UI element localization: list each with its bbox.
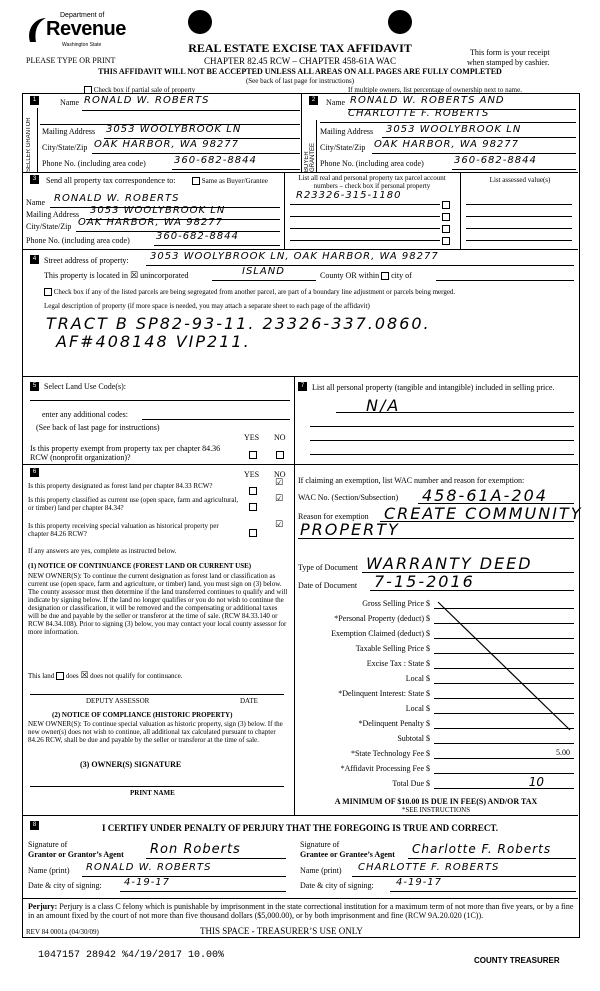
section-6-number: 6: [30, 468, 39, 477]
s2-name-label: Name: [326, 98, 346, 107]
s2-mailing-label: Mailing Address: [320, 127, 374, 136]
s8-sig-grantor-label-1: Signature of: [28, 840, 68, 849]
s1-phone-value[interactable]: 360-682-8844: [174, 155, 257, 166]
s5-exempt-no-checkbox[interactable]: [276, 451, 284, 459]
s8-sig-grantor-value[interactable]: Ron Roberts: [150, 842, 241, 857]
footer-stamp: 1047157 28942 %4/19/2017 10.00%: [38, 950, 225, 961]
s1-name-row: [60, 98, 79, 107]
section-7-number: 7: [298, 382, 307, 391]
s8-grantor-date-label: Date & city of signing:: [28, 881, 102, 890]
s3-parcel-checkbox-4[interactable]: [442, 237, 450, 245]
footer-county-treasurer: COUNTY TREASURER: [474, 956, 560, 965]
s6-owner-sig: (3) OWNER(S) SIGNATURE: [80, 760, 182, 769]
s5-yes: YES: [244, 433, 260, 442]
s8-grantee-name-label: Name (print): [300, 866, 342, 875]
fees-strike-line: [430, 598, 580, 738]
s8-perjury-text: Perjury is a class C felony which is punishable by imprisonment in the state correctional institution for a maximum term of not more than five years, or by a fine in an amount fixed by the court of not more than five thousand dollars ($5,000.00), or by both imprisonment and fine (RCW 9A.20.020 (1C)).: [28, 902, 574, 920]
s1-city-value[interactable]: OAK HARBOR, WA 98277: [94, 139, 240, 150]
section-1-side-label: SELLER GRANTOR: [26, 117, 32, 172]
s4-county-value[interactable]: ISLAND: [242, 266, 285, 277]
s1-name-label: Name: [60, 98, 80, 107]
s4-street-value[interactable]: 3053 WOOLYBROOK LN, OAK HARBOR, WA 98277: [150, 251, 439, 262]
footer-rev: REV 84 0001a (04/30/09): [26, 928, 99, 936]
s7-wac-value[interactable]: 458-61A-204: [422, 486, 548, 505]
s7-wac-label: WAC No. (Section/Subsection): [298, 493, 399, 502]
s6-no: NO: [274, 470, 286, 479]
see-back-header: (See back of last page for instructions): [245, 77, 355, 85]
s7-doc-date-label: Date of Document: [298, 581, 358, 590]
section-2-number: 2: [309, 96, 318, 105]
s6-date: DATE: [240, 697, 258, 705]
s6-notice1-title: (1) NOTICE OF CONTINUANCE (FOREST LAND OR CURRENT USE): [28, 562, 252, 570]
fee-label: Subtotal $: [397, 734, 430, 743]
s3-mailing-value[interactable]: 3053 WOOLYBROOK LN: [90, 205, 226, 216]
s4-unincorporated-label: unincorporated: [140, 271, 189, 280]
logo-word: Revenue: [46, 18, 126, 40]
fee-label: Total Due $: [392, 779, 430, 788]
section-5-number: 5: [30, 382, 39, 391]
s5-exempt-yes-checkbox[interactable]: [249, 451, 257, 459]
s8-sig-grantee-label-1: Signature of: [300, 840, 340, 849]
section-2-side-label: BUYER GRANTEE: [304, 142, 316, 172]
s4-segregated-row: [44, 288, 455, 296]
s2-phone-value[interactable]: 360-682-8844: [454, 155, 537, 166]
s2-name-value[interactable]: RONALD W. ROBERTS AND: [350, 95, 505, 106]
s8-grantor-name-label: Name (print): [28, 866, 70, 875]
s1-mailing-label: Mailing Address: [42, 127, 96, 136]
s8-perjury: [28, 902, 574, 920]
s6-this-land-row: [28, 672, 183, 680]
s6-q3-yes-checkbox[interactable]: [249, 529, 257, 537]
s2-name-value-2[interactable]: CHARLOTTE F. ROBERTS: [348, 108, 490, 119]
section-4-number: 4: [30, 255, 39, 264]
s6-qualify-label: qualify for continuance.: [115, 672, 183, 680]
s3-parcel-header: List all real and personal property tax parcel account numbers – check box if personal property: [298, 174, 446, 190]
s6-q2: Is this property classified as current use (open space, farm and agricultural, or timber) land per chapter 84.34?: [28, 496, 239, 512]
fee-value[interactable]: 10: [528, 775, 544, 789]
logo-dept: Department of: [60, 12, 105, 19]
s4-city-of-label: city of: [391, 271, 412, 280]
s5-exempt-question: Is this property exempt from property tax per chapter 84.36 RCW (nonprofit organization)?: [30, 444, 221, 462]
s6-q3-no-checkbox[interactable]: ☑: [275, 520, 284, 530]
receipt-line-2: when stamped by cashier.: [467, 58, 550, 67]
s3-name-value[interactable]: RONALD W. ROBERTS: [54, 193, 180, 204]
s6-notice2-title: (2) NOTICE OF COMPLIANCE (HISTORIC PROPERTY): [52, 711, 233, 719]
s4-segregated-checkbox[interactable]: [44, 288, 52, 296]
s1-mailing-value[interactable]: 3053 WOOLYBROOK LN: [106, 124, 242, 135]
s1-name-value[interactable]: RONALD W. ROBERTS: [84, 95, 210, 106]
s7-reason-value[interactable]: CREATE COMMUNITY: [384, 504, 583, 523]
s8-grantee-date-label: Date & city of signing:: [300, 881, 374, 890]
s4-county-row: [320, 271, 412, 280]
s6-notice1-body: NEW OWNER(S): To continue the current designation as forest land or classification as current use (open space, farm and agriculture, or timber) land, you must sign on (3) below. The county assessor must then determine if the land transferred continues to qualify and will indicate by signing below. If the land no longer qualifies or you do not wish to continue the designation or classification, it will be removed and the compensating or additional taxes will be due and payable by the seller or transferor at the time of sale. (RCW 84.33.140 or RCW 84.34.108). Prior to signing (3) below, you may contact your local county assessor for more information.: [28, 572, 288, 636]
s2-mailing-value[interactable]: 3053 WOOLYBROOK LN: [386, 124, 522, 135]
s6-does-checkbox[interactable]: [56, 672, 64, 680]
s8-grantee-name[interactable]: CHARLOTTE F. ROBERTS: [358, 862, 500, 873]
s6-yes: YES: [244, 470, 260, 479]
fee-label: Excise Tax : State $: [366, 659, 430, 668]
s7-reason-value-2[interactable]: PROPERTY: [300, 520, 400, 539]
s6-if-any: If any answers are yes, complete as instructed below.: [28, 547, 177, 555]
dor-logo: [26, 12, 126, 52]
fee-label: *Delinquent Penalty $: [358, 719, 430, 728]
s4-located-row: [44, 271, 189, 281]
s4-legal-label: Legal description of property (if more space is needed, you may attach a separate sheet to each page of the affidavit): [44, 302, 370, 310]
s3-same-label: Same as Buyer/Grantee: [201, 177, 268, 185]
s7-doc-date-value[interactable]: 7-15-2016: [374, 572, 475, 591]
fee-label: *Affidavit Processing Fee $: [340, 764, 430, 773]
s8-grantor-name[interactable]: RONALD W. ROBERTS: [86, 862, 212, 873]
s6-does-not-checkbox[interactable]: ☒: [80, 671, 89, 681]
s5-no: NO: [274, 433, 286, 442]
s3-parcel-value[interactable]: R23326-315-1180: [296, 190, 402, 201]
s7-doc-type-value[interactable]: WARRANTY DEED: [366, 554, 533, 573]
s6-deputy-assessor: DEPUTY ASSESSOR: [86, 697, 150, 705]
s6-this-land-label: This land: [28, 672, 55, 680]
s3-same-checkbox[interactable]: [192, 177, 200, 185]
s8-perjury-title: Perjury:: [28, 902, 58, 911]
form-title: REAL ESTATE EXCISE TAX AFFIDAVIT: [188, 41, 412, 55]
s4-legal-line-1[interactable]: TRACT B SP82-93-11. 23326-337.0860.: [46, 314, 431, 333]
multiple-owners-note: If multiple owners, list percentage of ownership next to name.: [348, 86, 522, 94]
s6-notice2-body: NEW OWNER(S): To continue special valuation as historic property, sign (3) below. If the new owner(s) does not wish to continue, all additional tax calculated pursuant to chapter 84.26 RCW, shall be due and payable by the seller or transferor at the time of sale.: [28, 720, 283, 744]
s5-additional-label: enter any additional codes:: [42, 410, 128, 419]
s6-q3: Is this property receiving special valuation as historical property per chapter 84.26 RCW?: [28, 522, 219, 538]
fee-label: Local $: [405, 674, 430, 683]
s1-city-label: City/State/Zip: [42, 143, 88, 152]
s8-grantor-date[interactable]: 4-19-17: [124, 877, 171, 888]
s3-name-label: Name: [26, 198, 46, 207]
s3-assessed-header: List assessed value(s): [489, 176, 551, 184]
s4-legal-line-2[interactable]: AF#408148 VIP211.: [56, 332, 251, 351]
s8-sig-grantor-label-2: Grantor or Grantor’s Agent: [28, 850, 124, 859]
s1-phone-label: Phone No. (including area code): [42, 159, 146, 168]
s8-sig-grantee-value[interactable]: Charlotte F. Roberts: [412, 842, 552, 856]
s2-phone-label: Phone No. (including area code): [320, 159, 424, 168]
receipt-line-1: This form is your receipt: [470, 48, 550, 57]
s6-q1: Is this property designated as forest land per chapter 84.33 RCW?: [28, 482, 213, 490]
s7-list-label: List all personal property (tangible and intangible) included in selling price.: [312, 383, 555, 392]
s3-send-label: Send all property tax correspondence to:: [46, 176, 176, 185]
s3-phone-value[interactable]: 360-682-8844: [156, 231, 239, 242]
s6-q2-yes-checkbox[interactable]: [249, 503, 257, 511]
partial-sale-label: Check box if partial sale of property: [93, 86, 196, 94]
fee-label: *State Technology Fee $: [350, 749, 430, 758]
s6-q1-no-checkbox[interactable]: ☑: [275, 478, 284, 488]
dor-logo-mark: [26, 16, 48, 46]
s4-county-label: County OR: [320, 271, 357, 280]
s4-located-label: This property is located in: [44, 271, 128, 280]
s4-segregated-label: Check box if any of the listed parcels are being segregated from another parcel, are part of a boundary line adjustment or parcels being merged.: [53, 288, 456, 296]
s5-see-back: (See back of last page for instructions): [36, 423, 160, 432]
s5-land-use-label: Select Land Use Code(s):: [44, 382, 126, 391]
logo-state: Washington State: [62, 42, 102, 48]
fee-label: *Personal Property (deduct) $: [334, 614, 430, 623]
s3-phone-label: Phone No. (including area code): [26, 236, 130, 245]
s6-does-not-label: does not: [90, 672, 114, 680]
s4-within-label: within: [358, 271, 380, 280]
fee-label: *Delinquent Interest: State $: [338, 689, 430, 698]
s2-city-value[interactable]: OAK HARBOR, WA 98277: [374, 139, 520, 150]
s7-minimum: A MINIMUM OF $10.00 IS DUE IN FEE(S) AND/OR TAX: [334, 797, 538, 806]
s6-does-label: does: [65, 672, 79, 680]
s7-reason-label: Reason for exemption: [298, 512, 369, 521]
section-8-number: 8: [30, 821, 39, 830]
form-warning: THIS AFFIDAVIT WILL NOT BE ACCEPTED UNLESS ALL AREAS ON ALL PAGES ARE FULLY COMPLETED: [98, 67, 502, 76]
fee-label: Gross Selling Price $: [362, 599, 430, 608]
s3-same-row: [192, 177, 268, 185]
footer-treasurer-use: THIS SPACE - TREASURER’S USE ONLY: [200, 926, 363, 936]
print-note: PLEASE TYPE OR PRINT: [26, 56, 116, 65]
s8-sig-grantee-label-2: Grantee or Grantee’s Agent: [300, 850, 395, 859]
s7-list-value[interactable]: N/A: [366, 396, 401, 415]
s6-q2-no-checkbox[interactable]: ☑: [275, 494, 284, 504]
s3-mailing-label: Mailing Address: [26, 210, 80, 219]
s6-print-name: PRINT NAME: [130, 789, 175, 797]
s7-see-instr: *SEE INSTRUCTIONS: [401, 806, 471, 814]
s6-q1-yes-checkbox[interactable]: [249, 487, 257, 495]
fee-label: Local $: [405, 704, 430, 713]
punch-hole-right: [388, 10, 412, 34]
s2-city-label: City/State/Zip: [320, 143, 366, 152]
s3-city-label: City/State/Zip: [26, 222, 72, 231]
s7-exemption-label: If claiming an exemption, list WAC number and reason for exemption:: [298, 476, 525, 485]
s4-street-label: Street address of property:: [44, 256, 129, 265]
section-1-number: 1: [30, 96, 39, 105]
s7-doc-type-label: Type of Document: [298, 563, 358, 572]
fee-label: Taxable Selling Price $: [355, 644, 430, 653]
punch-hole-left: [188, 10, 212, 34]
s8-certify: I CERTIFY UNDER PENALTY OF PERJURY THAT THE FOREGOING IS TRUE AND CORRECT.: [101, 823, 498, 833]
form-chapters: CHAPTER 82.45 RCW – CHAPTER 458-61A WAC: [204, 56, 396, 66]
s4-unincorporated-checkbox[interactable]: ☒: [129, 271, 139, 281]
s4-within-checkbox[interactable]: [381, 272, 389, 280]
s8-grantee-date[interactable]: 4-19-17: [396, 877, 443, 888]
section-3-number: 3: [30, 175, 39, 184]
s3-city-value[interactable]: OAK HARBOR, WA 98277: [78, 217, 224, 228]
fee-value[interactable]: 5.00: [556, 748, 570, 757]
fee-label: Exemption Claimed (deduct) $: [331, 629, 430, 638]
